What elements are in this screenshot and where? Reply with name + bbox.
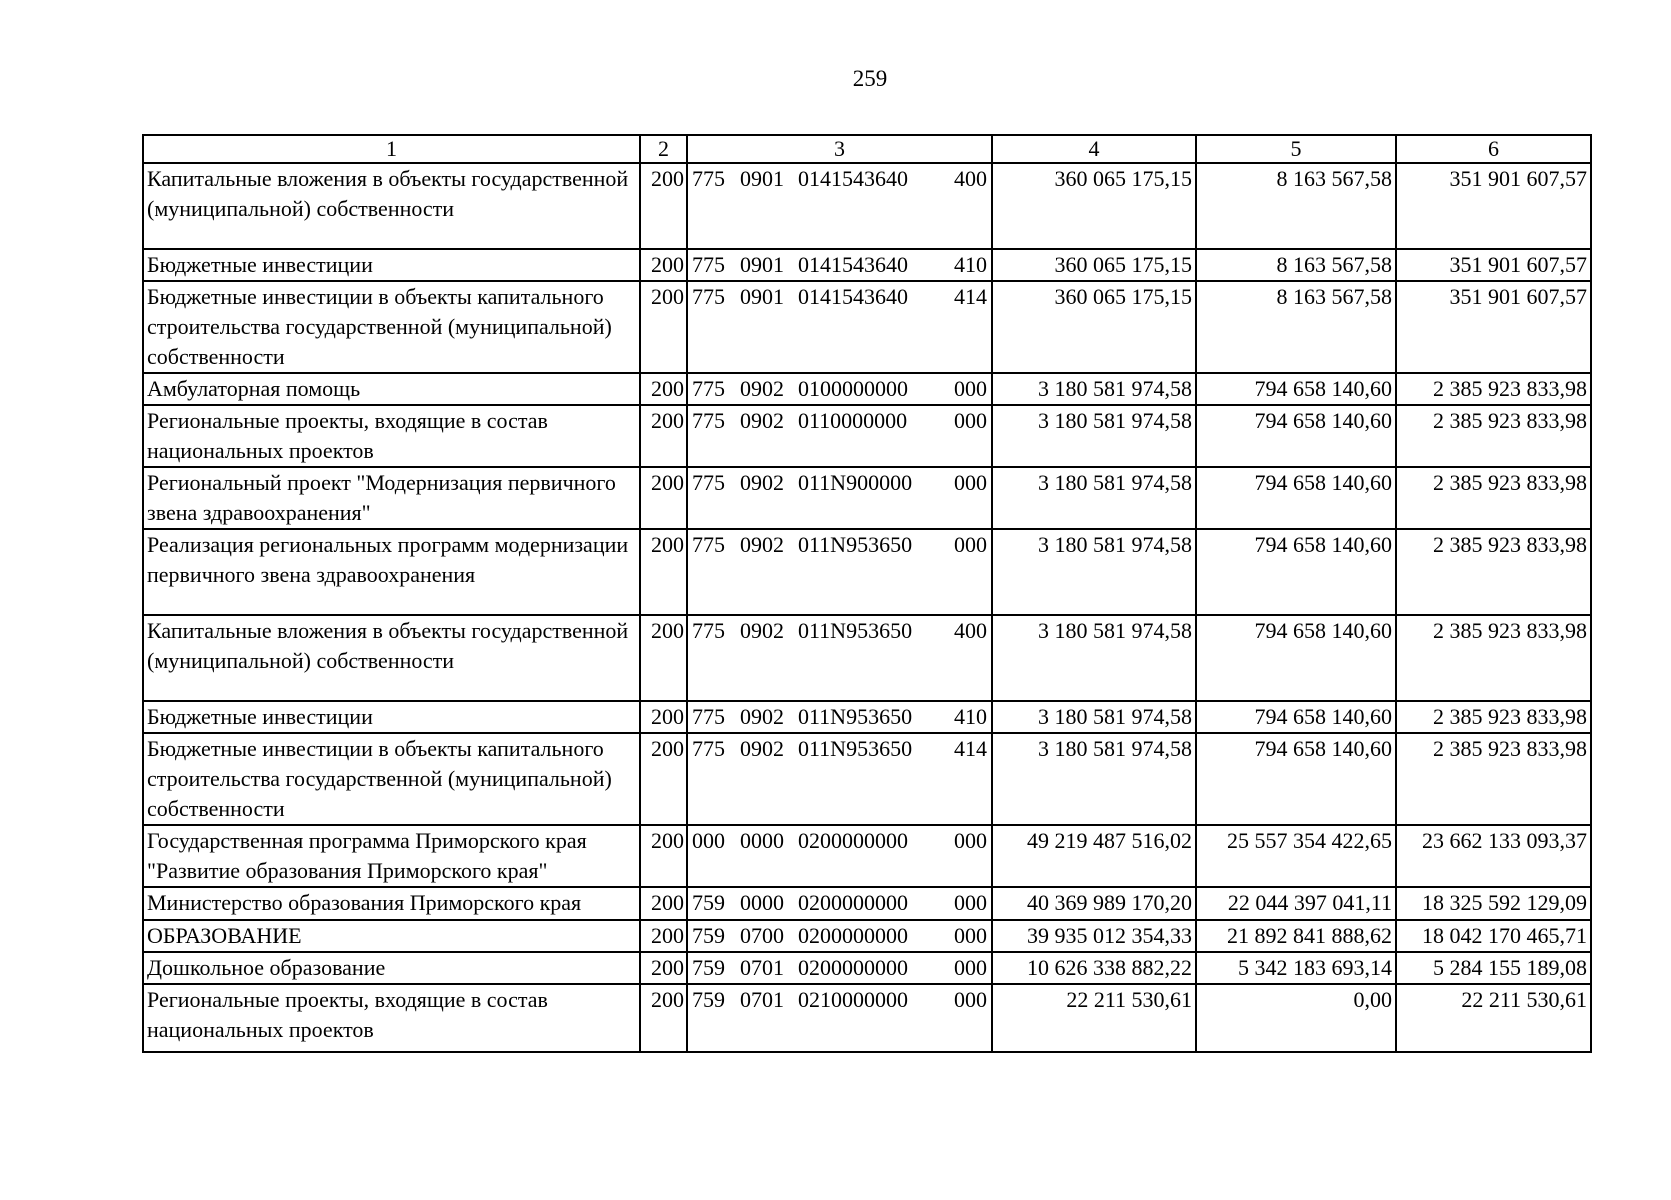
row-amount-5: 8 163 567,58: [1196, 281, 1396, 373]
row-name: Региональные проекты, входящие в состав национальных проектов: [143, 405, 640, 467]
row-amount-5: 794 658 140,60: [1196, 615, 1396, 701]
code-admin: 775: [692, 252, 725, 277]
code-admin: 775: [692, 532, 725, 557]
header-cell: 1: [143, 135, 640, 163]
code-section: 0902: [740, 618, 784, 643]
header-row: [143, 135, 1591, 163]
code-admin: 759: [692, 890, 725, 915]
row-amount-6: 2 385 923 833,98: [1396, 467, 1591, 529]
row-codes: [687, 952, 992, 984]
code-type: 400: [954, 166, 987, 191]
row-amount-6: 5 284 155 189,08: [1396, 952, 1591, 984]
header-cell: 6: [1396, 135, 1591, 163]
code-type: 000: [954, 890, 987, 915]
code-target: 0100000000: [798, 376, 908, 401]
code-type: 414: [954, 284, 987, 309]
row-code-200: 200: [640, 249, 687, 281]
row-name: Дошкольное образование: [143, 952, 640, 984]
code-section: 0901: [740, 166, 784, 191]
row-code-200: 200: [640, 887, 687, 920]
row-amount-5: 25 557 354 422,65: [1196, 825, 1396, 887]
row-name: Бюджетные инвестиции: [143, 249, 640, 281]
row-name: Региональный проект "Модернизация первичного звена здравоохранения": [143, 467, 640, 529]
row-amount-5: 794 658 140,60: [1196, 701, 1396, 733]
code-section: 0902: [740, 470, 784, 495]
row-amount-6: 2 385 923 833,98: [1396, 733, 1591, 825]
code-section: 0902: [740, 376, 784, 401]
row-code-200: 200: [640, 373, 687, 405]
code-target: 011N953650: [798, 736, 913, 761]
code-target: 0200000000: [798, 890, 908, 915]
code-type: 000: [954, 923, 987, 948]
row-amount-6: 22 211 530,61: [1396, 984, 1591, 1052]
row-name: Реализация региональных программ модернизации первичного звена здравоохранения: [143, 529, 640, 615]
row-name: Министерство образования Приморского края: [143, 887, 640, 920]
row-amount-6: 18 042 170 465,71: [1396, 920, 1591, 952]
code-target: 0141543640: [798, 284, 908, 309]
code-admin: 775: [692, 736, 725, 761]
row-amount-5: 794 658 140,60: [1196, 529, 1396, 615]
row-codes: [687, 281, 992, 373]
table-row: [143, 701, 1591, 733]
row-amount-4: 3 180 581 974,58: [992, 615, 1196, 701]
row-code-200: 200: [640, 984, 687, 1052]
code-section: 0701: [740, 987, 784, 1012]
row-codes: [687, 825, 992, 887]
page-number: 259: [852, 66, 888, 91]
row-code-200: 200: [640, 281, 687, 373]
code-section: 0902: [740, 704, 784, 729]
code-admin: 759: [692, 923, 725, 948]
code-type: 000: [954, 470, 987, 495]
code-target: 0141543640: [798, 166, 908, 191]
code-section: 0000: [740, 890, 784, 915]
row-amount-4: 3 180 581 974,58: [992, 405, 1196, 467]
code-target: 0200000000: [798, 955, 908, 980]
table-row: [143, 920, 1591, 952]
code-section: 0701: [740, 955, 784, 980]
code-target: 011N900000: [798, 470, 913, 495]
table-row: [143, 467, 1591, 529]
row-amount-4: 3 180 581 974,58: [992, 733, 1196, 825]
code-type: 410: [954, 252, 987, 277]
row-amount-5: 22 044 397 041,11: [1196, 887, 1396, 920]
row-codes: [687, 733, 992, 825]
row-code-200: 200: [640, 163, 687, 249]
code-admin: 759: [692, 987, 725, 1012]
code-section: 0902: [740, 532, 784, 557]
row-amount-5: 794 658 140,60: [1196, 733, 1396, 825]
row-codes: [687, 405, 992, 467]
row-codes: [687, 249, 992, 281]
row-codes: [687, 920, 992, 952]
row-code-200: 200: [640, 952, 687, 984]
row-amount-5: 8 163 567,58: [1196, 249, 1396, 281]
row-name: Капитальные вложения в объекты государственной (муниципальной) собственности: [143, 615, 640, 701]
row-name: Бюджетные инвестиции в объекты капитального строительства государственной (муниципальной) собственности: [143, 733, 640, 825]
budget-table: [142, 134, 1592, 1053]
code-type: 000: [954, 408, 987, 433]
row-name: Государственная программа Приморского края "Развитие образования Приморского края": [143, 825, 640, 887]
header-cell: 3: [687, 135, 992, 163]
row-code-200: 200: [640, 701, 687, 733]
row-amount-5: 794 658 140,60: [1196, 467, 1396, 529]
code-section: 0902: [740, 408, 784, 433]
row-amount-4: 3 180 581 974,58: [992, 529, 1196, 615]
row-amount-6: 351 901 607,57: [1396, 249, 1591, 281]
code-target: 011N953650: [798, 532, 913, 557]
row-code-200: 200: [640, 529, 687, 615]
row-name: Капитальные вложения в объекты государственной (муниципальной) собственности: [143, 163, 640, 249]
row-amount-4: 360 065 175,15: [992, 249, 1196, 281]
row-amount-6: 18 325 592 129,09: [1396, 887, 1591, 920]
row-amount-6: 2 385 923 833,98: [1396, 373, 1591, 405]
row-codes: [687, 163, 992, 249]
row-amount-5: 794 658 140,60: [1196, 373, 1396, 405]
row-amount-4: 10 626 338 882,22: [992, 952, 1196, 984]
table-row: [143, 887, 1591, 920]
row-amount-4: 40 369 989 170,20: [992, 887, 1196, 920]
row-amount-4: 49 219 487 516,02: [992, 825, 1196, 887]
code-target: 011N953650: [798, 704, 913, 729]
code-type: 000: [954, 955, 987, 980]
code-type: 410: [954, 704, 987, 729]
code-admin: 775: [692, 618, 725, 643]
code-section: 0902: [740, 736, 784, 761]
row-amount-6: 23 662 133 093,37: [1396, 825, 1591, 887]
code-admin: 775: [692, 376, 725, 401]
row-name: Амбулаторная помощь: [143, 373, 640, 405]
row-amount-5: 0,00: [1196, 984, 1396, 1052]
code-type: 400: [954, 618, 987, 643]
row-amount-6: 2 385 923 833,98: [1396, 405, 1591, 467]
row-codes: [687, 467, 992, 529]
table-row: [143, 163, 1591, 249]
row-amount-4: 22 211 530,61: [992, 984, 1196, 1052]
row-amount-4: 39 935 012 354,33: [992, 920, 1196, 952]
code-type: 000: [954, 828, 987, 853]
code-section: 0000: [740, 828, 784, 853]
code-admin: 000: [692, 828, 725, 853]
code-type: 000: [954, 532, 987, 557]
code-admin: 775: [692, 704, 725, 729]
header-cell: 5: [1196, 135, 1396, 163]
row-code-200: 200: [640, 733, 687, 825]
row-name: Бюджетные инвестиции: [143, 701, 640, 733]
row-codes: [687, 701, 992, 733]
row-name: ОБРАЗОВАНИЕ: [143, 920, 640, 952]
code-admin: 775: [692, 284, 725, 309]
row-amount-5: 5 342 183 693,14: [1196, 952, 1396, 984]
code-target: 0200000000: [798, 828, 908, 853]
row-codes: [687, 984, 992, 1052]
row-code-200: 200: [640, 467, 687, 529]
row-code-200: 200: [640, 405, 687, 467]
row-amount-6: 351 901 607,57: [1396, 163, 1591, 249]
row-amount-4: 3 180 581 974,58: [992, 467, 1196, 529]
table-row: [143, 733, 1591, 825]
table-row: [143, 984, 1591, 1052]
row-amount-4: 360 065 175,15: [992, 163, 1196, 249]
row-amount-6: 2 385 923 833,98: [1396, 529, 1591, 615]
code-section: 0700: [740, 923, 784, 948]
row-code-200: 200: [640, 825, 687, 887]
table-row: [143, 529, 1591, 615]
row-codes: [687, 529, 992, 615]
row-amount-5: 21 892 841 888,62: [1196, 920, 1396, 952]
row-name: Бюджетные инвестиции в объекты капитального строительства государственной (муниципальной) собственности: [143, 281, 640, 373]
table-row: [143, 249, 1591, 281]
code-type: 414: [954, 736, 987, 761]
row-amount-6: 351 901 607,57: [1396, 281, 1591, 373]
code-target: 011N953650: [798, 618, 913, 643]
row-amount-5: 794 658 140,60: [1196, 405, 1396, 467]
table-row: [143, 281, 1591, 373]
row-amount-6: 2 385 923 833,98: [1396, 701, 1591, 733]
header-cell: 4: [992, 135, 1196, 163]
code-admin: 759: [692, 955, 725, 980]
table-row: [143, 952, 1591, 984]
table-row: [143, 615, 1591, 701]
code-admin: 775: [692, 470, 725, 495]
table-row: [143, 373, 1591, 405]
code-type: 000: [954, 987, 987, 1012]
code-admin: 775: [692, 408, 725, 433]
code-section: 0901: [740, 284, 784, 309]
code-target: 0110000000: [798, 408, 908, 433]
table-row: [143, 825, 1591, 887]
row-amount-4: 360 065 175,15: [992, 281, 1196, 373]
code-type: 000: [954, 376, 987, 401]
row-codes: [687, 887, 992, 920]
code-section: 0901: [740, 252, 784, 277]
row-code-200: 200: [640, 615, 687, 701]
row-amount-5: 8 163 567,58: [1196, 163, 1396, 249]
row-amount-4: 3 180 581 974,58: [992, 373, 1196, 405]
row-amount-4: 3 180 581 974,58: [992, 701, 1196, 733]
row-name: Региональные проекты, входящие в состав национальных проектов: [143, 984, 640, 1052]
row-code-200: 200: [640, 920, 687, 952]
row-codes: [687, 615, 992, 701]
row-amount-6: 2 385 923 833,98: [1396, 615, 1591, 701]
code-target: 0210000000: [798, 987, 908, 1012]
code-target: 0200000000: [798, 923, 908, 948]
row-codes: [687, 373, 992, 405]
table-row: [143, 405, 1591, 467]
header-cell: 2: [640, 135, 687, 163]
code-admin: 775: [692, 166, 725, 191]
code-target: 0141543640: [798, 252, 908, 277]
